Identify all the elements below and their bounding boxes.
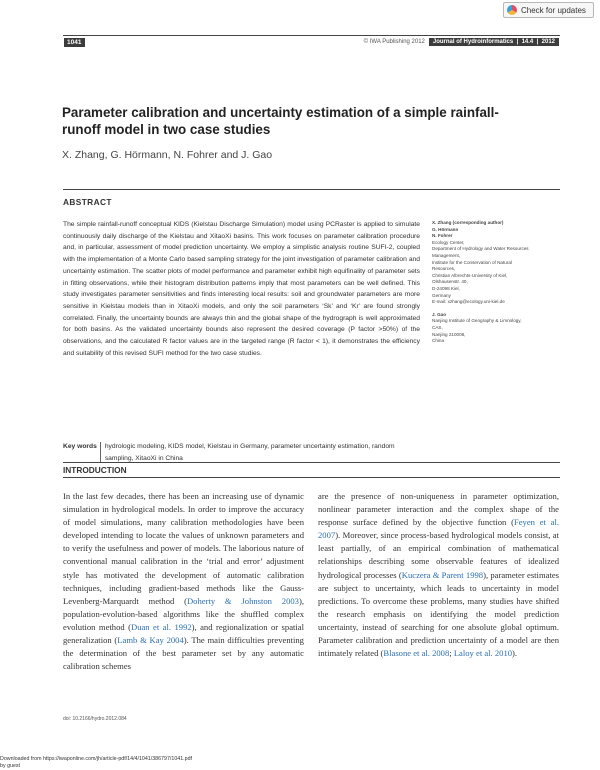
- body-text: ), parameter estimates are subject to uncertainty, which leads to uncertainty in model predictions. To overcome these problems, many studies have shifted the research emphasis on identifying the model prediction uncertainty, instead of searching for one absolute global optimum. Parameter calibration and prediction uncertainty of a model are then intimately related (: [318, 569, 559, 659]
- crossmark-icon: [507, 5, 517, 15]
- journal-year: 2012: [541, 39, 555, 45]
- introduction-heading: INTRODUCTION: [63, 465, 127, 475]
- download-note: [0, 756, 192, 769]
- journal-volume: 14.4: [521, 39, 534, 45]
- citation-link[interactable]: Feyen et al. 2007: [318, 517, 559, 541]
- running-header: [364, 38, 559, 46]
- affiliation-group-1: [432, 220, 562, 306]
- affiliation-line: E-mail: xzhang@ecology.uni-kiel.de: [432, 299, 505, 305]
- body-text: ).: [512, 648, 518, 659]
- affiliation-line: X. Zhang (corresponding author): [432, 220, 504, 225]
- affiliation-line: Management,: [432, 252, 461, 258]
- abstract-heading: ABSTRACT: [63, 197, 112, 207]
- citation-link[interactable]: Lamb & Kay 2004: [117, 635, 184, 646]
- affiliation-line: N. Fohrer: [432, 233, 453, 239]
- copyright: © IWA Publishing 2012: [363, 39, 425, 45]
- affiliation-line: J. Gao: [432, 311, 447, 317]
- affiliation-line: D-24098 Kiel,: [432, 285, 460, 291]
- body-text: ), population-evolution-based algorithms like the shuffled complex evolution method (: [63, 595, 304, 632]
- introduction-rule-bottom: [63, 477, 560, 478]
- body-text: ;: [449, 648, 454, 659]
- keywords-label: Key words: [63, 443, 97, 450]
- body-text: In the last few decades, there has been an increasing use of dynamic simulation in hydrological models. In order to improve the accuracy of model simulations, many calibration methodologies have been developed intending to locate the values of unknown parameters and to verify the usefulness and power of models. The laborious nature of conventional manual calibration in the ‘trial and error’ adjustment style has motivated the development of automatic calibration techniques, including gradient-based methods like the Gauss-Levenberg-Marquardt method (: [63, 491, 304, 606]
- affiliation-line: Institute for the Conservation of Natural: [432, 259, 512, 265]
- check-for-updates-button[interactable]: [503, 2, 594, 18]
- body-text: are the presence of non-uniqueness in parameter optimization, nonlinear parameter interaction and the complex shape of the response surface defined by the objective function (: [318, 491, 559, 528]
- citation-link[interactable]: Duan et al. 1992: [130, 621, 192, 632]
- keywords: [63, 441, 420, 464]
- affiliation-line: G. Hörmann: [432, 226, 459, 232]
- citation-link[interactable]: Blasone et al. 2008: [383, 648, 450, 659]
- affiliation-line: Germany: [432, 292, 451, 298]
- affiliation-line: China: [432, 338, 445, 344]
- affiliation-group-2: [432, 312, 562, 345]
- download-note-line: Downloaded from https://iwaponline.com/jh/article-pdf/14/4/1041/386797/1041.pdf: [0, 756, 192, 762]
- affiliation-line: Resources,: [432, 266, 456, 272]
- page-number: 1041: [64, 38, 85, 47]
- affiliations: [432, 220, 562, 345]
- check-for-updates-label: Check for updates: [521, 5, 586, 15]
- citation-link[interactable]: Kuczera & Parent 1998: [401, 569, 484, 580]
- affiliation-line: Nanjing 210008,: [432, 331, 466, 337]
- introduction-right-column: [318, 490, 559, 660]
- article-title: Parameter calibration and uncertainty estimation of a simple rainfall-runoff model in two case studies: [62, 105, 499, 137]
- affiliation-line: CAS,: [432, 324, 443, 330]
- affiliation-line: Ecology Center,: [432, 239, 465, 245]
- journal-info: Journal of Hydroinformatics | 14.4 | 2012: [429, 38, 559, 46]
- affiliation-line: Christian Albrechts-University of Kiel,: [432, 272, 508, 278]
- affiliation-line: Department of Hydrology and Water Resources: [432, 246, 529, 252]
- introduction-left-column: [63, 490, 304, 673]
- citation-link[interactable]: Doherty & Johnston 2003: [186, 595, 299, 606]
- affiliation-line: Olshausenstr. 40,: [432, 279, 468, 285]
- body-text: ). The main difficulties preventing the determination of the best parameter set by any automatic calibration schemes: [63, 635, 304, 672]
- introduction-rule-top: [63, 462, 560, 463]
- doi: doi: 10.2166/hydro.2012.084: [63, 716, 127, 722]
- body-text: ), and regionalization or spatial generalization (: [63, 621, 304, 646]
- article-authors: X. Zhang, G. Hörmann, N. Fohrer and J. Gao: [62, 149, 273, 161]
- keywords-divider: [100, 442, 101, 463]
- download-note-line: by guest: [0, 762, 21, 769]
- abstract-body: The simple rainfall-runoff conceptual KIDS (Kielstau Discharge Simulation) model using PCRaster is applied to simulate continuously daily discharge of the Kielstau and XitaoXi basins. This work focuses on parameter calibration procedure and, in particular, assessment of model prediction uncertainty. We employ a simplistic analysis routine SUFI-2, coupled with the implementation of a Monte Carlo based sampling strategy for the joint investigation of parameter calibration and uncertainty estimation. The scatter plots of model performance and parameter exhibit high equifinality of parameter sets in fitting observations, while their histogram distribution patterns imply that most parameters can be well defined. This study investigates parameter sensitivities and finds interesting local results: soil and groundwater parameters are more sensitive in Kielstau models than in XitaoXi models, and only the soil parameters ‘Sk’ and ‘Kr’ are found strongly correlated. Finally, the uncertainty bounds are always thin and the global shape of the hydrograph is well approximated for both basins. As the validated uncertainty bounds also represent the desired coverage (P factor >50%) of the observations, and the calculated R factor values are in the targeted range (R factor < 1), it demonstrates the efficiency and suitability of this revised SUFI method for the two case studies.: [63, 221, 420, 357]
- header-rule: [63, 35, 560, 36]
- affiliation-line: Nanjing Institute of Geography & Limnology,: [432, 318, 522, 324]
- citation-link[interactable]: Laloy et al. 2010: [453, 648, 513, 659]
- journal-name: Journal of Hydroinformatics: [432, 39, 514, 45]
- body-text: ). Moreover, since process-based hydrological models consist, at least partially, of an empirical combination of mathematical relationships describing some observable features of idealized hydrological processes (: [318, 530, 559, 580]
- abstract-rule: [63, 189, 560, 190]
- keywords-text: hydrologic modeling, KIDS model, Kielstau in Germany, parameter uncertainty estimation, random sampling, XitaoXi in China: [104, 443, 395, 462]
